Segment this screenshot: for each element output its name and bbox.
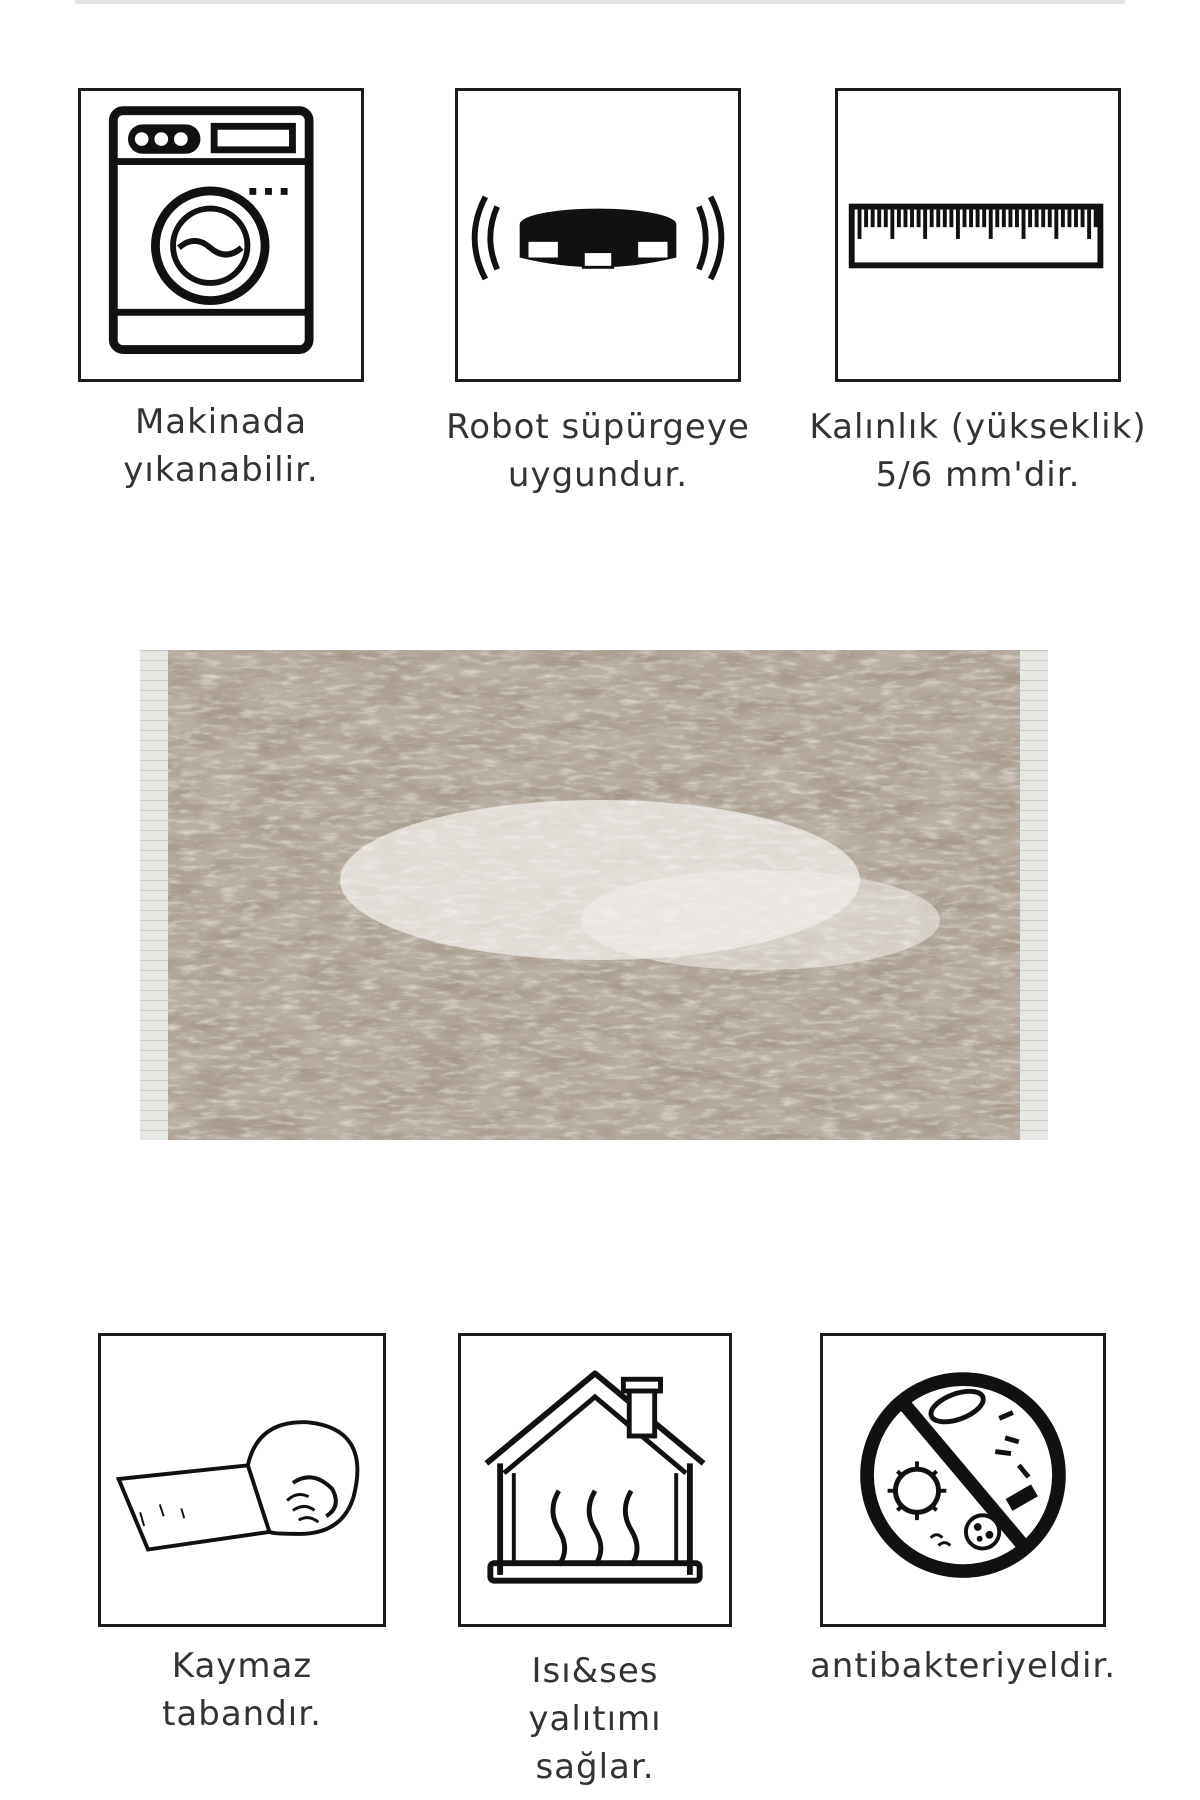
caption-insulation: Isı&ses yalıtımı sağlar.: [528, 1651, 662, 1787]
rug-image: [140, 650, 1048, 1140]
washing-machine-icon: [78, 88, 364, 382]
antibacterial-icon: [820, 1333, 1106, 1627]
robot-vacuum-icon: [455, 88, 741, 382]
non-slip-rug-icon: [98, 1333, 386, 1627]
heat-sound-insulation-house-icon: [458, 1333, 732, 1627]
caption-robot-vacuum: Robot süpürgeye uygundur.: [446, 407, 750, 495]
top-divider: [75, 0, 1125, 4]
ruler-icon: [835, 88, 1121, 382]
caption-antibacterial: antibakteriyeldir.: [809, 1646, 1117, 1686]
caption-washable: Makinada yıkanabilir.: [123, 402, 319, 490]
caption-thickness: Kalınlık (yükseklik) 5/6 mm'dir.: [809, 407, 1147, 495]
caption-non-slip: Kaymaz tabandır.: [162, 1646, 322, 1734]
